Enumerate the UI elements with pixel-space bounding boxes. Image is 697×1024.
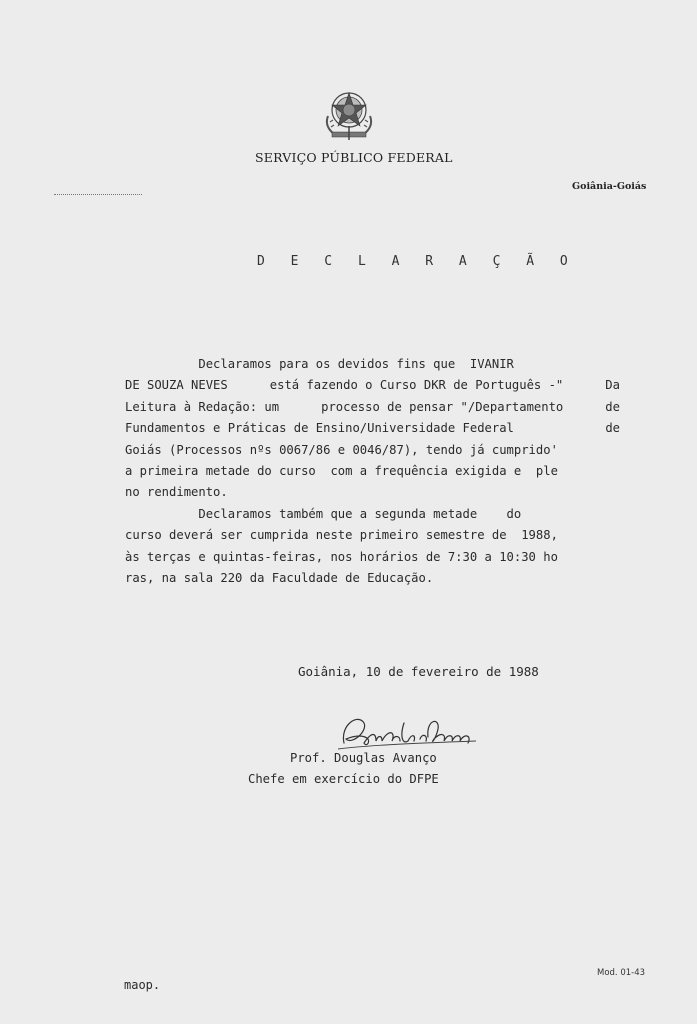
dotted-line (54, 194, 142, 195)
body-line: às terças e quintas-feiras, nos horários de 7:30 a 10:30 ho (125, 549, 558, 564)
body-line (125, 375, 620, 396)
signer-name: Prof. Douglas Avanço (290, 751, 437, 765)
signer-role: Chefe em exercício do DFPE (248, 772, 439, 786)
body-word: Da (605, 378, 620, 393)
typist-initials: maop. (124, 978, 161, 992)
letterhead-title: SERVIÇO PÚBLICO FEDERAL (255, 150, 453, 165)
document-date: Goiânia, 10 de fevereiro de 1988 (298, 664, 539, 679)
body-line: Goiás (Processos nºs 0067/86 e 0046/87), tendo já cumprido' (125, 442, 558, 457)
body-line: a primeira metade do curso com a frequência exigida e ple (125, 463, 558, 478)
body-line: ras, na sala 220 da Faculdade de Educação. (125, 570, 434, 585)
body-line (125, 418, 620, 439)
brazil-coat-of-arms-icon (318, 82, 380, 144)
letterhead-city: Goiânia-Goiás (572, 181, 647, 192)
body-word: de (605, 399, 620, 414)
body-line (125, 397, 620, 418)
body-line: Declaramos para os devidos fins que IVANIR (125, 357, 514, 371)
declaration-body (125, 354, 620, 589)
document-title: D E C L A R A Ç Ã O (257, 254, 577, 269)
body-word: processo de pensar "/Departamento (321, 399, 564, 414)
body-line: Declaramos também que a segunda metade do (125, 506, 522, 521)
body-word: está fazendo o Curso DKR de Português -" (269, 378, 564, 393)
body-line: no rendimento. (125, 485, 228, 500)
body-line: curso deverá ser cumprida neste primeiro semestre de 1988, (125, 528, 558, 543)
body-word: Fundamentos e Práticas de Ensino/Universidade Federal (125, 421, 514, 436)
body-word: DE SOUZA NEVES (125, 378, 228, 393)
body-word: Leitura à Redação: um (125, 399, 280, 414)
form-code: Mod. 01-43 (597, 968, 646, 978)
body-word: de (605, 421, 620, 436)
